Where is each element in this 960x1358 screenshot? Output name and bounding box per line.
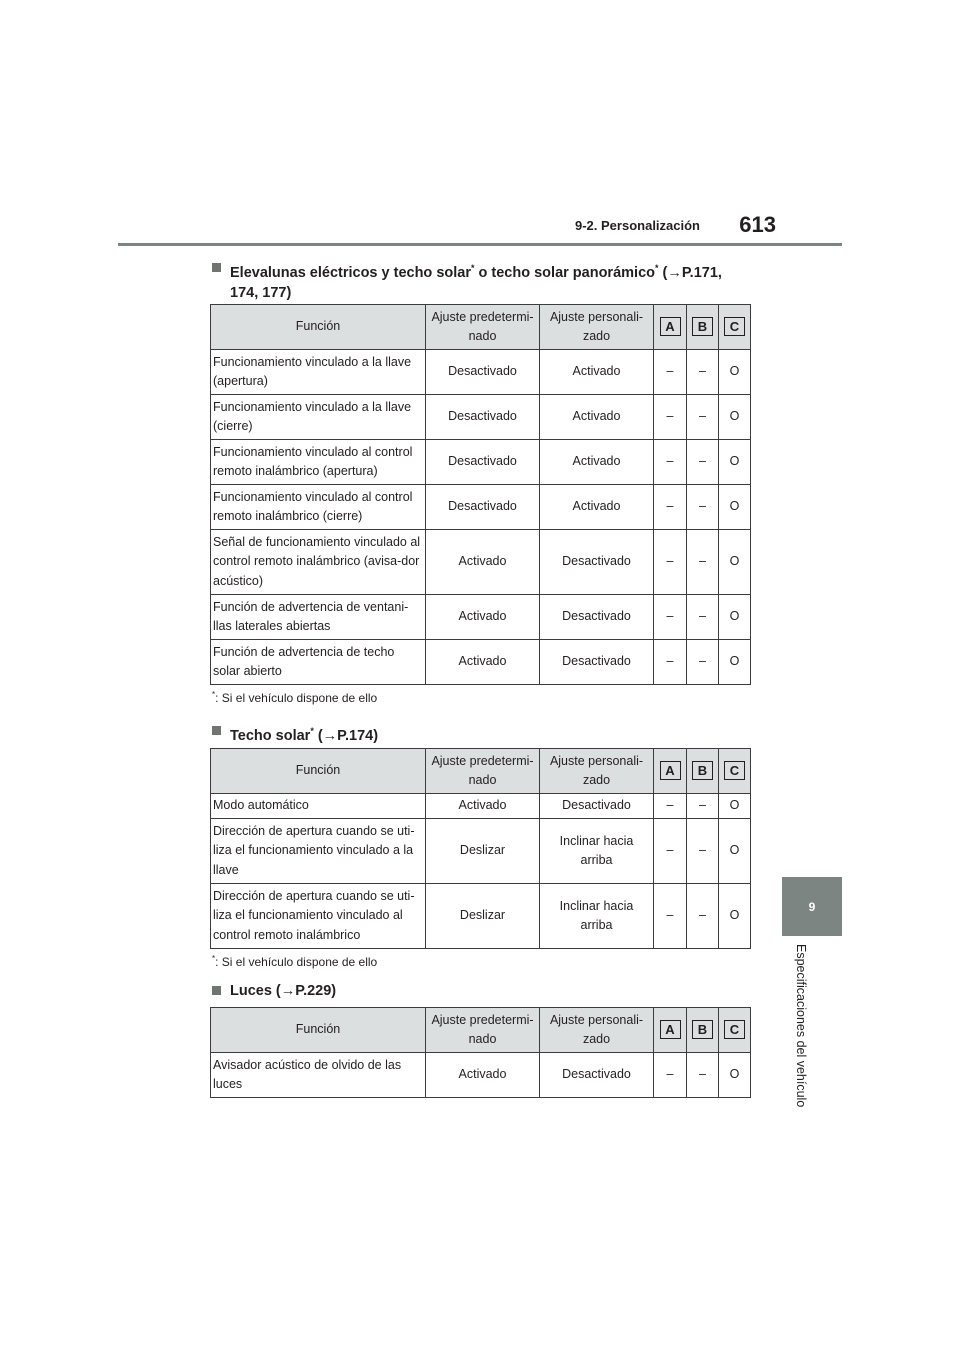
cell-custom: Activado xyxy=(540,350,654,395)
table-row xyxy=(211,350,751,395)
cell-a: – xyxy=(654,884,687,949)
cell-default: Activado xyxy=(426,530,540,595)
column-header-b xyxy=(687,1008,719,1053)
cell-b: – xyxy=(687,1053,719,1098)
footnote: *: Si el vehículo dispone de ello xyxy=(212,690,378,705)
table-row xyxy=(211,485,751,530)
cell-a: – xyxy=(654,350,687,395)
table-row xyxy=(211,640,751,685)
cell-custom: Activado xyxy=(540,440,654,485)
cell-function: Funcionamiento vinculado a la llave (apertura) xyxy=(211,350,426,395)
column-header-default: Ajuste predetermi-nado xyxy=(426,1008,540,1053)
section-heading-windows: Elevalunas eléctricos y techo solar* o techo solar panorámico* (→P.171, 174, 177) xyxy=(212,258,742,303)
table-header-row xyxy=(211,1008,751,1053)
cell-default: Desactivado xyxy=(426,350,540,395)
cell-a: – xyxy=(654,595,687,640)
cell-a: – xyxy=(654,530,687,595)
cell-default: Activado xyxy=(426,1053,540,1098)
cell-function: Funcionamiento vinculado al control remoto inalámbrico (apertura) xyxy=(211,440,426,485)
cell-default: Deslizar xyxy=(426,819,540,884)
boxed-letter-a: A xyxy=(660,317,681,336)
cell-c: O xyxy=(719,640,751,685)
settings-table-lights xyxy=(210,1007,751,1098)
boxed-letter-c: C xyxy=(724,317,745,336)
table-row xyxy=(211,595,751,640)
cell-function: Dirección de apertura cuando se uti-liza el funcionamiento vinculado a la llave xyxy=(211,819,426,884)
column-header-a xyxy=(654,305,687,350)
cell-c: O xyxy=(719,395,751,440)
column-header-a xyxy=(654,1008,687,1053)
cell-default: Deslizar xyxy=(426,884,540,949)
cell-b: – xyxy=(687,485,719,530)
column-header-custom: Ajuste personali-zado xyxy=(540,1008,654,1053)
boxed-letter-b: B xyxy=(692,1020,713,1039)
square-bullet-icon xyxy=(212,263,221,272)
cell-a: – xyxy=(654,819,687,884)
cell-b: – xyxy=(687,884,719,949)
cell-a: – xyxy=(654,1053,687,1098)
cell-c: O xyxy=(719,595,751,640)
cell-function: Dirección de apertura cuando se uti-liza el funcionamiento vinculado al control remoto inalámbrico xyxy=(211,884,426,949)
cell-custom: Desactivado xyxy=(540,530,654,595)
boxed-letter-c: C xyxy=(724,761,745,780)
cell-default: Activado xyxy=(426,595,540,640)
cell-function: Funcionamiento vinculado al control remoto inalámbrico (cierre) xyxy=(211,485,426,530)
cell-function: Avisador acústico de olvido de las luces xyxy=(211,1053,426,1098)
cell-function: Funcionamiento vinculado a la llave (cierre) xyxy=(211,395,426,440)
cell-b: – xyxy=(687,595,719,640)
column-header-custom: Ajuste personali-zado xyxy=(540,305,654,350)
column-header-c xyxy=(719,1008,751,1053)
cell-default: Desactivado xyxy=(426,485,540,530)
cell-a: – xyxy=(654,640,687,685)
cell-c: O xyxy=(719,440,751,485)
boxed-letter-a: A xyxy=(660,1020,681,1039)
cell-a: – xyxy=(654,440,687,485)
cell-c: O xyxy=(719,884,751,949)
footnote: *: Si el vehículo dispone de ello xyxy=(212,954,378,969)
cell-custom: Inclinar hacia arriba xyxy=(540,884,654,949)
column-header-c xyxy=(719,305,751,350)
table-row xyxy=(211,395,751,440)
table-row xyxy=(211,1053,751,1098)
cell-b: – xyxy=(687,530,719,595)
table-row xyxy=(211,819,751,884)
cell-default: Desactivado xyxy=(426,440,540,485)
cell-b: – xyxy=(687,794,719,819)
cell-c: O xyxy=(719,1053,751,1098)
header-rule xyxy=(118,243,842,246)
boxed-letter-b: B xyxy=(692,317,713,336)
cell-c: O xyxy=(719,530,751,595)
square-bullet-icon xyxy=(212,986,221,995)
column-header-function: Función xyxy=(211,1008,426,1053)
cell-custom: Desactivado xyxy=(540,640,654,685)
cell-function: Función de advertencia de ventani-llas laterales abiertas xyxy=(211,595,426,640)
cell-c: O xyxy=(719,350,751,395)
table-row xyxy=(211,794,751,819)
cell-custom: Inclinar hacia arriba xyxy=(540,819,654,884)
cell-c: O xyxy=(719,819,751,884)
table-header-row xyxy=(211,749,751,794)
cell-function: Señal de funcionamiento vinculado al control remoto inalámbrico (avisa-dor acústico) xyxy=(211,530,426,595)
column-header-function: Función xyxy=(211,305,426,350)
boxed-letter-b: B xyxy=(692,761,713,780)
cell-a: – xyxy=(654,794,687,819)
column-header-a xyxy=(654,749,687,794)
cell-b: – xyxy=(687,640,719,685)
cell-b: – xyxy=(687,819,719,884)
settings-table-sunroof xyxy=(210,748,751,949)
column-header-b xyxy=(687,305,719,350)
cell-custom: Desactivado xyxy=(540,595,654,640)
chapter-label: Especificaciones del vehículo xyxy=(794,944,808,1108)
square-bullet-icon xyxy=(212,726,221,735)
cell-function: Modo automático xyxy=(211,794,426,819)
cell-b: – xyxy=(687,395,719,440)
page-number: 613 xyxy=(739,212,776,237)
cell-function: Función de advertencia de techo solar abierto xyxy=(211,640,426,685)
cell-b: – xyxy=(687,440,719,485)
cell-a: – xyxy=(654,485,687,530)
cell-custom: Desactivado xyxy=(540,1053,654,1098)
cell-custom: Activado xyxy=(540,485,654,530)
cell-b: – xyxy=(687,350,719,395)
cell-custom: Activado xyxy=(540,395,654,440)
cell-default: Activado xyxy=(426,794,540,819)
column-header-function: Función xyxy=(211,749,426,794)
section-heading-lights: Luces (→P.229) xyxy=(212,981,742,1001)
column-header-default: Ajuste predetermi-nado xyxy=(426,305,540,350)
table-row xyxy=(211,440,751,485)
boxed-letter-a: A xyxy=(660,761,681,780)
column-header-default: Ajuste predetermi-nado xyxy=(426,749,540,794)
settings-table-windows xyxy=(210,304,751,685)
cell-default: Activado xyxy=(426,640,540,685)
cell-default: Desactivado xyxy=(426,395,540,440)
chapter-tab xyxy=(782,877,842,936)
table-row xyxy=(211,530,751,595)
column-header-c xyxy=(719,749,751,794)
column-header-custom: Ajuste personali-zado xyxy=(540,749,654,794)
table-header-row xyxy=(211,305,751,350)
boxed-letter-c: C xyxy=(724,1020,745,1039)
column-header-b xyxy=(687,749,719,794)
table-row xyxy=(211,884,751,949)
section-heading-sunroof: Techo solar* (→P.174) xyxy=(212,721,742,746)
chapter-number: 9 xyxy=(808,899,816,914)
cell-custom: Desactivado xyxy=(540,794,654,819)
cell-c: O xyxy=(719,485,751,530)
cell-c: O xyxy=(719,794,751,819)
section-title: 9-2. Personalización xyxy=(575,218,700,233)
cell-a: – xyxy=(654,395,687,440)
